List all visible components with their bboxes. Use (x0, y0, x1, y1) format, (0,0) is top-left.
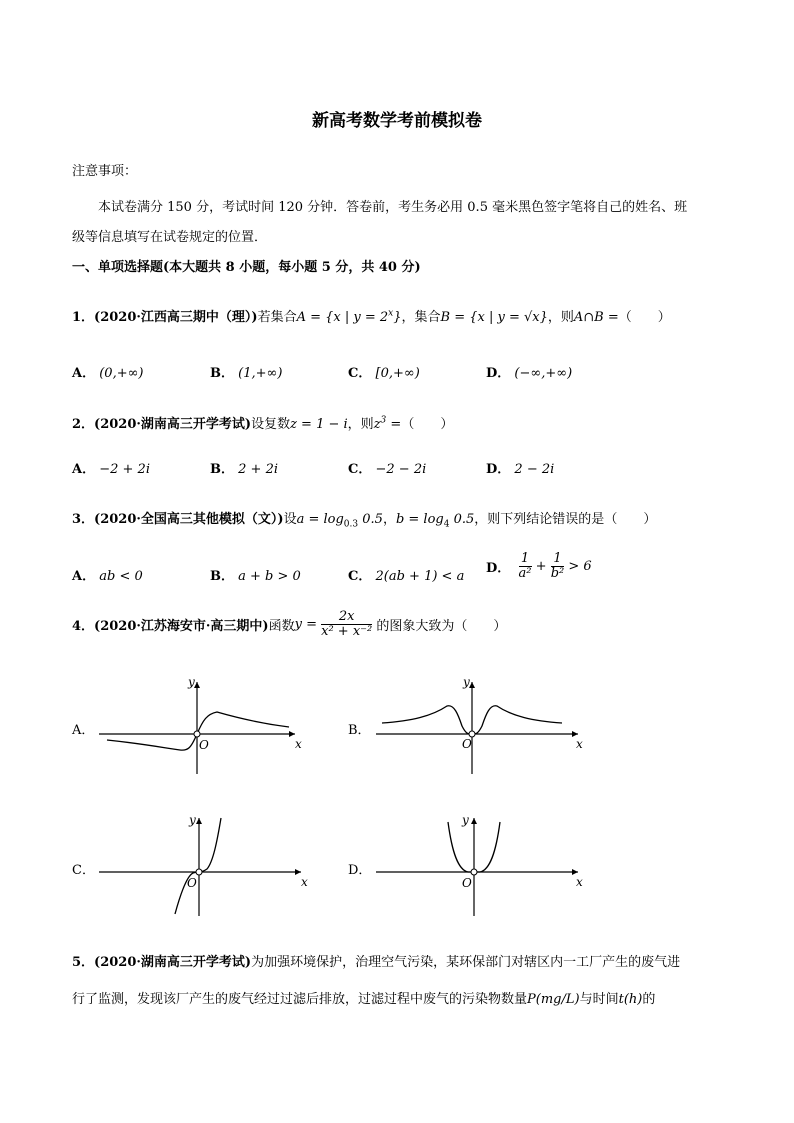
q4-graph-a[interactable] (95, 676, 315, 776)
q3-paren: （ ） (604, 512, 657, 527)
q1-text-3: ，则 (547, 310, 574, 325)
q4-a-origin: O (199, 738, 209, 752)
question-1: 1．(2020·江西高三期中（理）)若集合A = {x | $y = 2^x$}，集合B = {x | y = √x}，则A∩B =（ ） (72, 308, 671, 325)
question-5-line-1: 5．(2020·湖南高三开学考试)为加强环境保护，治理空气污染，某环保部门对辖区内一工厂产生的废气进 (72, 955, 681, 970)
q1-option-b[interactable]: B． (1,+∞) (210, 366, 283, 381)
q3-option-d[interactable]: D． $\frac{1}{\text{a²}}$ + $\frac{1}{\text{b²}}$ > 6 (486, 551, 592, 581)
q2-option-c[interactable]: C． −2 − 2i (348, 462, 427, 477)
question-5-line-2: 行了监测，发现该厂产生的废气经过过滤后排放，过滤过程中废气的污染物数量P(mg/L)与时间t(h)的 (72, 992, 656, 1007)
svg-text:y: y (462, 813, 469, 827)
notice-line-1: 本试卷满分 150 分，考试时间 120 分钟．答卷前，考生务必用 0.5 毫米黑色签字笔将自己的姓名、班 (98, 200, 688, 215)
svg-text:O: O (187, 876, 197, 890)
q4-source: (2020·江苏海安市·高三期中) (94, 619, 269, 634)
q1-option-a[interactable]: A． (0,+∞) (72, 366, 144, 381)
q4-paren: （ ） (454, 619, 507, 634)
svg-text:x: x (301, 875, 308, 889)
svg-text:y: y (463, 676, 470, 689)
q3-source: (2020·全国高三其他模拟（文）) (94, 512, 284, 527)
q2-source: (2020·湖南高三开学考试) (94, 417, 252, 432)
q2-option-d[interactable]: D． 2 − 2i (486, 462, 555, 477)
q1-intersection: A∩B = (573, 310, 619, 325)
question-4: 4．(2020·江苏海安市·高三期中)函数y = $\frac{2x}{\text{x² + x⁻²}}$ 的图象大致为（ ） (72, 609, 507, 639)
q5-p-unit: P(mg/L) (527, 992, 580, 1007)
q3-option-b[interactable]: B． a + b > 0 (210, 569, 301, 584)
question-2: 2．(2020·湖南高三开学考试)设复数z = 1 − i，则$z^3$ =（ ） (72, 415, 454, 432)
svg-text:O: O (462, 876, 472, 890)
q4-graph-c[interactable] (95, 812, 315, 918)
q1-option-d[interactable]: D． (−∞,+∞) (486, 366, 573, 381)
q2-option-a[interactable]: A． −2 + 2i (72, 462, 150, 477)
svg-text:O: O (462, 737, 472, 751)
q1-text-2: ，集合 (401, 310, 441, 325)
q1-set-a-exp: x (388, 308, 394, 319)
q2-number: 2． (72, 417, 95, 432)
q4-a-ylabel: y (188, 676, 195, 689)
q1-set-b: B = {x | y = √x} (440, 310, 548, 325)
q4-option-c-label[interactable]: C． (72, 863, 95, 878)
q1-paren: （ ） (618, 310, 671, 325)
q2-z: z = 1 − i (290, 417, 348, 432)
q1-source: (2020·江西高三期中（理）) (94, 310, 258, 325)
q1-set-a: A = {x | y = 2 (296, 310, 389, 325)
q4-graph-d[interactable] (372, 812, 592, 918)
q4-option-b-label[interactable]: B． (348, 723, 371, 738)
q1-text-1: 若集合 (257, 310, 297, 325)
q4-option-a-label[interactable]: A． (72, 723, 95, 738)
q3-option-a[interactable]: A． ab < 0 (72, 569, 143, 584)
q4-option-d-label[interactable]: D． (348, 863, 372, 878)
q5-source: (2020·湖南高三开学考试) (94, 955, 252, 970)
svg-text:x: x (576, 737, 583, 751)
svg-text:x: x (576, 875, 583, 889)
question-3: 3．(2020·全国高三其他模拟（文）)设$a = \log_{0.3} 0.5$，$b = \log_4 0.5$，则下列结论错误的是（ ） (72, 512, 657, 530)
q2-paren: （ ） (401, 417, 454, 432)
q4-a-xlabel: x (295, 737, 302, 751)
q3-option-c[interactable]: C． 2(ab + 1) < a (348, 569, 465, 584)
q2-option-b[interactable]: B． 2 + 2i (210, 462, 278, 477)
q4-graph-b[interactable] (372, 676, 592, 776)
q1-number: 1． (72, 310, 95, 325)
notice-line-2: 级等信息填写在试卷规定的位置． (72, 230, 268, 245)
section-heading: 一、单项选择题(本大题共 8 小题，每小题 5 分，共 40 分) (72, 260, 421, 275)
page-title: 新高考数学考前模拟卷 (312, 111, 482, 131)
q1-option-c[interactable]: C． [0,+∞) (348, 366, 420, 381)
q5-t-unit: t(h) (618, 992, 643, 1007)
svg-text:y: y (189, 813, 196, 827)
notice-heading: 注意事项： (72, 164, 138, 179)
